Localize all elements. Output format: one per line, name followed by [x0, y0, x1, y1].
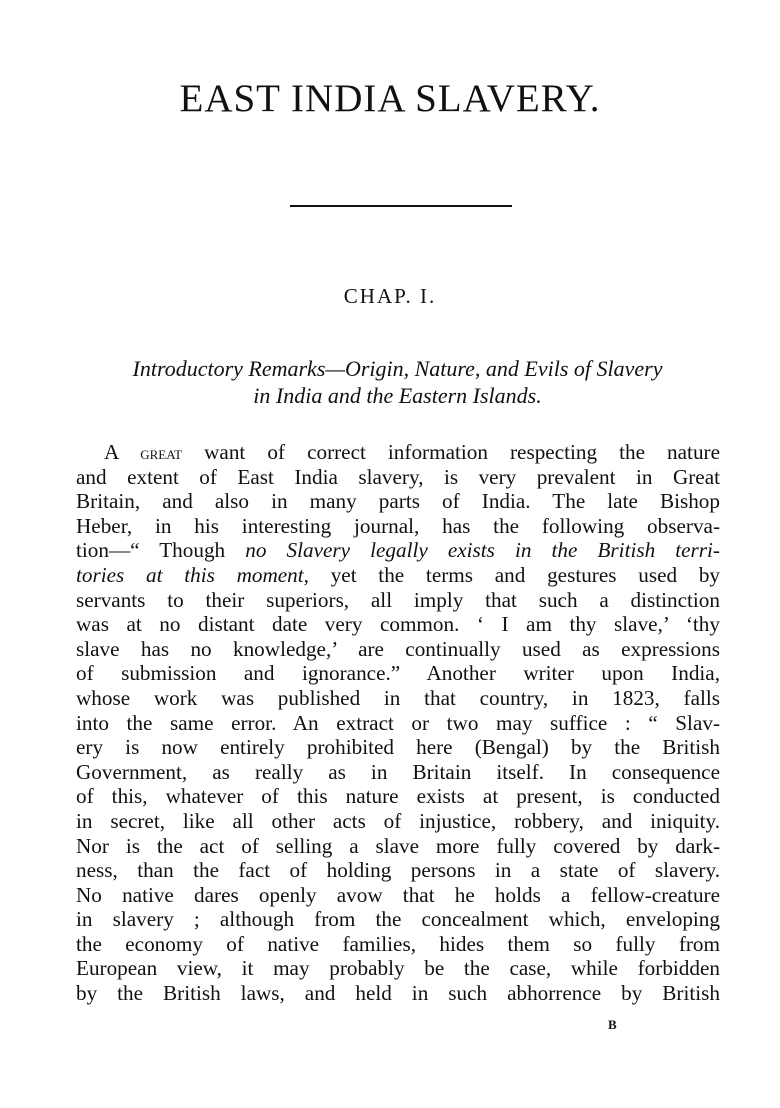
text-line [76, 440, 720, 465]
chapter-subtitle [70, 355, 725, 409]
small-caps-run: great [140, 443, 183, 464]
text-run: tion—“ Though [76, 538, 246, 563]
text-line: No native dares openly avow that he holds a fellow-creature [76, 882, 720, 907]
italic-run: tories at this moment [76, 562, 304, 587]
text-run: A [104, 440, 141, 464]
text-line: was at no distant date very common. ‘ I am thy slave,’ ‘thy [76, 612, 720, 637]
italic-run: no Slavery legally exists in the British terri- [245, 538, 720, 563]
text-line: Britain, and also in many parts of India. The late Bishop [76, 489, 720, 514]
chapter-heading: CHAP. I. [343, 284, 437, 308]
text-line: European view, it may probably be the case, while forbidden [76, 956, 720, 981]
text-run: want of correct information respecting the nature [182, 440, 720, 464]
text-line: and extent of East India slavery, is very prevalent in Great [76, 464, 720, 489]
body-paragraph [76, 440, 720, 1006]
text-line: slave has no knowledge,’ are continually used as expressions [76, 636, 720, 661]
text-line [76, 538, 720, 563]
text-run: , yet the terms and gestures used by [303, 562, 721, 587]
text-line: ness, than the fact of holding persons in a state of slavery. [76, 858, 720, 883]
text-line: Heber, in his interesting journal, has the following observa- [76, 513, 720, 538]
chapter-subtitle-line-1: Introductory Remarks—Origin, Nature, and Evils of Slavery [132, 356, 663, 381]
text-line: Government, as really as in Britain itself. In consequence [76, 759, 720, 784]
text-line: servants to their superiors, all imply that such a distinction [76, 587, 720, 612]
text-line: Nor is the act of selling a slave more fully covered by dark- [76, 833, 720, 858]
text-line: in secret, like all other acts of injustice, robbery, and iniquity. [76, 808, 720, 833]
text-line: in slavery ; although from the concealment which, enveloping [76, 907, 720, 932]
text-line [76, 563, 720, 588]
signature-mark: B [608, 1017, 617, 1032]
text-line: into the same error. An extract or two may suffice : “ Slav- [76, 710, 720, 735]
book-title: EAST INDIA SLAVERY. [179, 77, 601, 120]
text-line: ery is now entirely prohibited here (Bengal) by the British [76, 735, 720, 760]
title-divider-rule [290, 205, 512, 207]
text-line: whose work was published in that country, in 1823, falls [76, 685, 720, 710]
text-line: of this, whatever of this nature exists at present, is conducted [76, 784, 720, 809]
text-line: by the British laws, and held in such abhorrence by British [76, 981, 720, 1006]
text-line: of submission and ignorance.” Another writer upon India, [76, 661, 720, 686]
chapter-subtitle-line-2: in India and the Eastern Islands. [253, 383, 542, 408]
text-line: the economy of native families, hides them so fully from [76, 931, 720, 956]
